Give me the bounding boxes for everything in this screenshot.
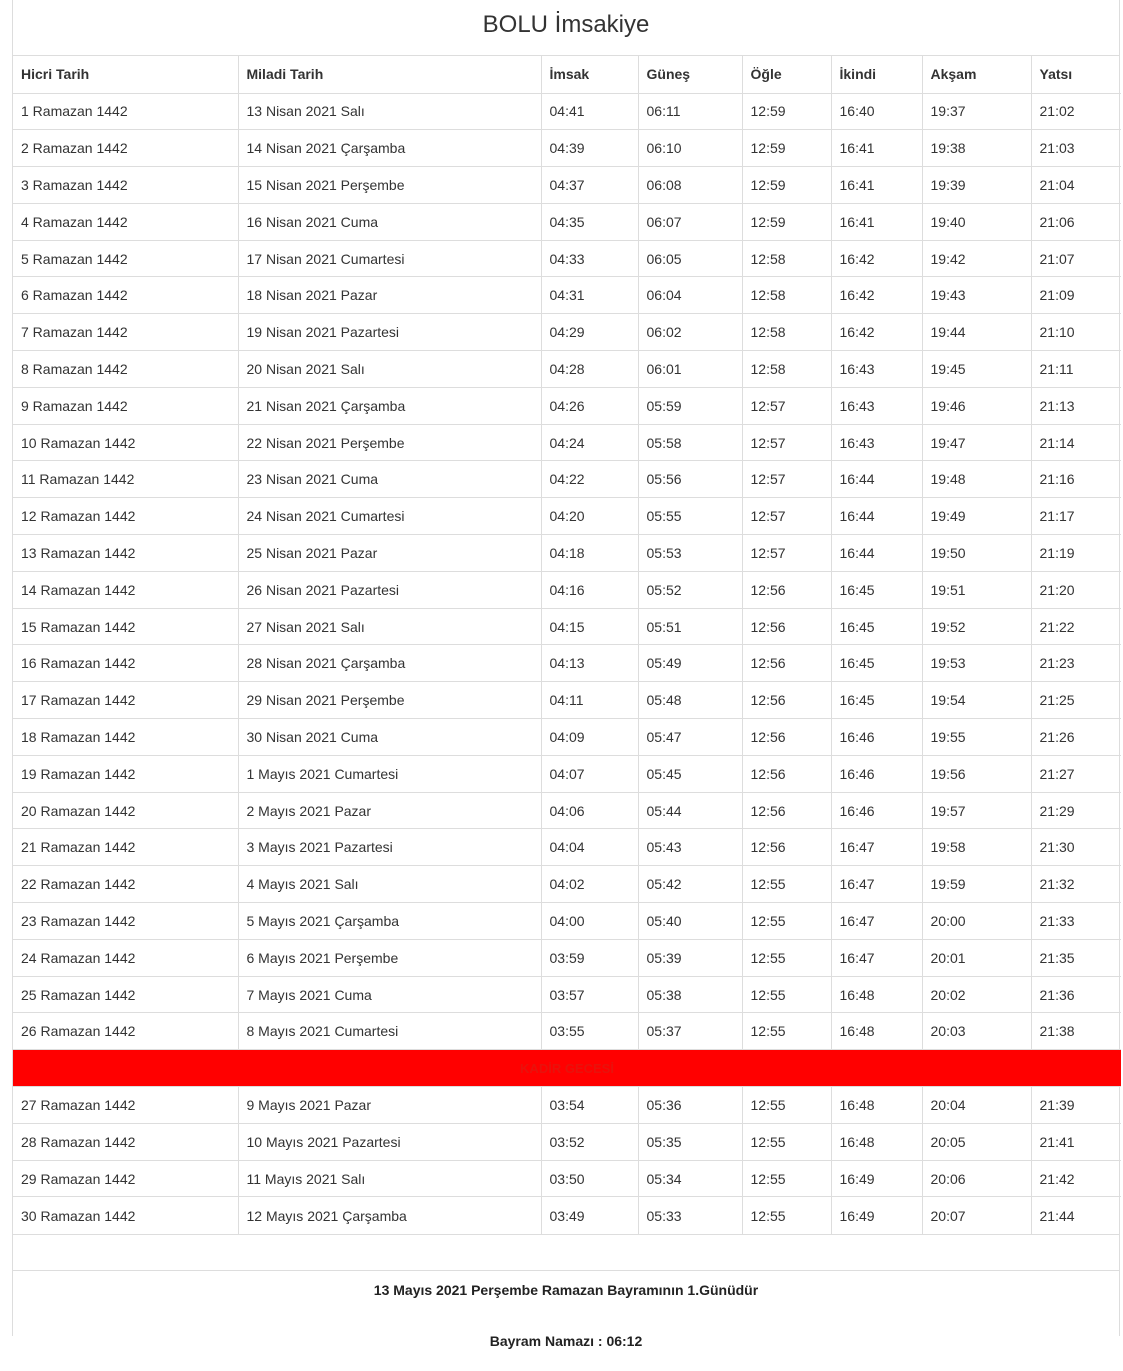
cell-gunes: 05:55 (638, 498, 742, 535)
cell-hicri-tarih: 6 Ramazan 1442 (13, 277, 238, 314)
cell-aksam: 20:00 (922, 903, 1031, 940)
cell-hicri-tarih: 26 Ramazan 1442 (13, 1013, 238, 1050)
cell-ogle: 12:56 (742, 682, 831, 719)
cell-aksam: 19:52 (922, 608, 1031, 645)
cell-hicri-tarih: 16 Ramazan 1442 (13, 645, 238, 682)
table-row (13, 645, 1121, 682)
cell-imsak: 04:35 (541, 203, 638, 240)
cell-ikindi: 16:48 (831, 1123, 922, 1160)
cell-ikindi: 16:46 (831, 792, 922, 829)
cell-aksam: 19:44 (922, 314, 1031, 351)
cell-yatsi: 21:04 (1031, 167, 1121, 204)
cell-miladi-tarih: 8 Mayıs 2021 Cumartesi (238, 1013, 541, 1050)
table-row (13, 1160, 1121, 1197)
cell-imsak: 04:18 (541, 535, 638, 572)
cell-imsak: 04:11 (541, 682, 638, 719)
cell-miladi-tarih: 30 Nisan 2021 Cuma (238, 719, 541, 756)
cell-aksam: 19:59 (922, 866, 1031, 903)
cell-imsak: 03:59 (541, 939, 638, 976)
cell-ikindi: 16:47 (831, 903, 922, 940)
cell-miladi-tarih: 19 Nisan 2021 Pazartesi (238, 314, 541, 351)
cell-miladi-tarih: 25 Nisan 2021 Pazar (238, 535, 541, 572)
table-row (13, 976, 1121, 1013)
table-row (13, 387, 1121, 424)
cell-imsak: 04:22 (541, 461, 638, 498)
table-row (13, 719, 1121, 756)
cell-hicri-tarih: 3 Ramazan 1442 (13, 167, 238, 204)
cell-aksam: 20:07 (922, 1197, 1031, 1234)
cell-ogle: 12:59 (742, 203, 831, 240)
cell-ikindi: 16:47 (831, 866, 922, 903)
cell-ogle: 12:58 (742, 351, 831, 388)
cell-yatsi: 21:16 (1031, 461, 1121, 498)
cell-ogle: 12:56 (742, 829, 831, 866)
cell-miladi-tarih: 26 Nisan 2021 Pazartesi (238, 571, 541, 608)
cell-yatsi: 21:22 (1031, 608, 1121, 645)
cell-yatsi: 21:14 (1031, 424, 1121, 461)
cell-ikindi: 16:45 (831, 571, 922, 608)
cell-hicri-tarih: 30 Ramazan 1442 (13, 1197, 238, 1234)
cell-yatsi: 21:35 (1031, 939, 1121, 976)
cell-miladi-tarih: 5 Mayıs 2021 Çarşamba (238, 903, 541, 940)
cell-hicri-tarih: 5 Ramazan 1442 (13, 240, 238, 277)
cell-gunes: 06:04 (638, 277, 742, 314)
table-row (13, 167, 1121, 204)
cell-miladi-tarih: 22 Nisan 2021 Perşembe (238, 424, 541, 461)
cell-ogle: 12:56 (742, 571, 831, 608)
cell-aksam: 20:04 (922, 1087, 1031, 1124)
table-row (13, 571, 1121, 608)
cell-imsak: 04:26 (541, 387, 638, 424)
cell-imsak: 03:55 (541, 1013, 638, 1050)
cell-hicri-tarih: 29 Ramazan 1442 (13, 1160, 238, 1197)
cell-ogle: 12:58 (742, 277, 831, 314)
kadir-gecesi-row (13, 1050, 1121, 1087)
cell-ikindi: 16:41 (831, 203, 922, 240)
cell-aksam: 20:02 (922, 976, 1031, 1013)
table-row (13, 535, 1121, 572)
cell-yatsi: 21:17 (1031, 498, 1121, 535)
cell-ikindi: 16:41 (831, 167, 922, 204)
cell-gunes: 05:38 (638, 976, 742, 1013)
cell-imsak: 04:15 (541, 608, 638, 645)
header-yatsi: Yatsı (1031, 56, 1121, 93)
cell-ikindi: 16:45 (831, 645, 922, 682)
cell-hicri-tarih: 20 Ramazan 1442 (13, 792, 238, 829)
cell-hicri-tarih: 14 Ramazan 1442 (13, 571, 238, 608)
imsakiye-table (13, 56, 1121, 1234)
cell-imsak: 04:29 (541, 314, 638, 351)
cell-gunes: 05:58 (638, 424, 742, 461)
cell-hicri-tarih: 9 Ramazan 1442 (13, 387, 238, 424)
cell-imsak: 04:13 (541, 645, 638, 682)
cell-yatsi: 21:03 (1031, 130, 1121, 167)
imsakiye-page (12, 0, 1120, 1349)
cell-aksam: 19:47 (922, 424, 1031, 461)
cell-imsak: 03:49 (541, 1197, 638, 1234)
cell-ikindi: 16:48 (831, 976, 922, 1013)
cell-ogle: 12:56 (742, 792, 831, 829)
cell-miladi-tarih: 10 Mayıs 2021 Pazartesi (238, 1123, 541, 1160)
cell-hicri-tarih: 24 Ramazan 1442 (13, 939, 238, 976)
cell-hicri-tarih: 15 Ramazan 1442 (13, 608, 238, 645)
cell-ikindi: 16:43 (831, 424, 922, 461)
cell-ikindi: 16:40 (831, 93, 922, 130)
cell-imsak: 04:09 (541, 719, 638, 756)
cell-hicri-tarih: 27 Ramazan 1442 (13, 1087, 238, 1124)
cell-hicri-tarih: 22 Ramazan 1442 (13, 866, 238, 903)
cell-ogle: 12:55 (742, 1013, 831, 1050)
cell-gunes: 05:40 (638, 903, 742, 940)
cell-gunes: 06:10 (638, 130, 742, 167)
cell-yatsi: 21:36 (1031, 976, 1121, 1013)
table-row (13, 829, 1121, 866)
cell-aksam: 19:53 (922, 645, 1031, 682)
header-miladi-tarih: Miladi Tarih (238, 56, 541, 93)
cell-imsak: 03:52 (541, 1123, 638, 1160)
cell-gunes: 05:34 (638, 1160, 742, 1197)
cell-ikindi: 16:44 (831, 535, 922, 572)
cell-hicri-tarih: 12 Ramazan 1442 (13, 498, 238, 535)
cell-gunes: 05:45 (638, 755, 742, 792)
cell-gunes: 06:11 (638, 93, 742, 130)
cell-ogle: 12:55 (742, 976, 831, 1013)
cell-aksam: 20:03 (922, 1013, 1031, 1050)
cell-ikindi: 16:47 (831, 939, 922, 976)
table-row (13, 240, 1121, 277)
cell-gunes: 06:02 (638, 314, 742, 351)
cell-hicri-tarih: 21 Ramazan 1442 (13, 829, 238, 866)
cell-ikindi: 16:42 (831, 314, 922, 351)
cell-imsak: 04:33 (541, 240, 638, 277)
cell-gunes: 05:52 (638, 571, 742, 608)
cell-ogle: 12:56 (742, 645, 831, 682)
cell-imsak: 04:16 (541, 571, 638, 608)
cell-ikindi: 16:46 (831, 719, 922, 756)
table-row (13, 498, 1121, 535)
cell-aksam: 19:56 (922, 755, 1031, 792)
cell-yatsi: 21:26 (1031, 719, 1121, 756)
cell-yatsi: 21:19 (1031, 535, 1121, 572)
table-row (13, 314, 1121, 351)
cell-ogle: 12:57 (742, 387, 831, 424)
cell-miladi-tarih: 6 Mayıs 2021 Perşembe (238, 939, 541, 976)
cell-ogle: 12:56 (742, 719, 831, 756)
cell-miladi-tarih: 17 Nisan 2021 Cumartesi (238, 240, 541, 277)
cell-yatsi: 21:39 (1031, 1087, 1121, 1124)
table-row (13, 203, 1121, 240)
cell-ikindi: 16:42 (831, 277, 922, 314)
cell-miladi-tarih: 1 Mayıs 2021 Cumartesi (238, 755, 541, 792)
table-row (13, 1197, 1121, 1234)
cell-yatsi: 21:41 (1031, 1123, 1121, 1160)
cell-miladi-tarih: 11 Mayıs 2021 Salı (238, 1160, 541, 1197)
cell-imsak: 04:39 (541, 130, 638, 167)
cell-ogle: 12:55 (742, 1160, 831, 1197)
cell-aksam: 19:55 (922, 719, 1031, 756)
cell-aksam: 19:37 (922, 93, 1031, 130)
cell-ogle: 12:55 (742, 866, 831, 903)
cell-gunes: 06:07 (638, 203, 742, 240)
cell-miladi-tarih: 18 Nisan 2021 Pazar (238, 277, 541, 314)
cell-aksam: 19:48 (922, 461, 1031, 498)
cell-gunes: 05:47 (638, 719, 742, 756)
bayram-text: 13 Mayıs 2021 Perşembe Ramazan Bayramının 1.Günüdür (373, 1281, 759, 1298)
table-row (13, 424, 1121, 461)
cell-gunes: 06:01 (638, 351, 742, 388)
cell-yatsi: 21:33 (1031, 903, 1121, 940)
footer (13, 1270, 1119, 1351)
cell-imsak: 04:20 (541, 498, 638, 535)
cell-aksam: 19:49 (922, 498, 1031, 535)
cell-imsak: 04:28 (541, 351, 638, 388)
cell-aksam: 20:05 (922, 1123, 1031, 1160)
table-row (13, 277, 1121, 314)
cell-hicri-tarih: 10 Ramazan 1442 (13, 424, 238, 461)
cell-hicri-tarih: 23 Ramazan 1442 (13, 903, 238, 940)
cell-yatsi: 21:27 (1031, 755, 1121, 792)
cell-gunes: 05:53 (638, 535, 742, 572)
cell-gunes: 05:44 (638, 792, 742, 829)
cell-miladi-tarih: 24 Nisan 2021 Cumartesi (238, 498, 541, 535)
cell-ikindi: 16:43 (831, 387, 922, 424)
cell-imsak: 04:06 (541, 792, 638, 829)
cell-ikindi: 16:42 (831, 240, 922, 277)
cell-gunes: 05:51 (638, 608, 742, 645)
cell-gunes: 05:35 (638, 1123, 742, 1160)
bayram-namazi-text: Bayram Namazı : 06:12 (489, 1332, 643, 1349)
table-row (13, 866, 1121, 903)
cell-hicri-tarih: 8 Ramazan 1442 (13, 351, 238, 388)
header-imsak: İmsak (541, 56, 638, 93)
cell-miladi-tarih: 20 Nisan 2021 Salı (238, 351, 541, 388)
cell-yatsi: 21:38 (1031, 1013, 1121, 1050)
cell-ogle: 12:55 (742, 903, 831, 940)
header-aksam: Akşam (922, 56, 1031, 93)
cell-ogle: 12:57 (742, 461, 831, 498)
cell-ogle: 12:57 (742, 424, 831, 461)
cell-yatsi: 21:09 (1031, 277, 1121, 314)
cell-miladi-tarih: 3 Mayıs 2021 Pazartesi (238, 829, 541, 866)
cell-imsak: 03:57 (541, 976, 638, 1013)
cell-aksam: 20:01 (922, 939, 1031, 976)
cell-miladi-tarih: 14 Nisan 2021 Çarşamba (238, 130, 541, 167)
table-row (13, 1087, 1121, 1124)
cell-ogle: 12:55 (742, 1123, 831, 1160)
cell-miladi-tarih: 9 Mayıs 2021 Pazar (238, 1087, 541, 1124)
cell-ogle: 12:57 (742, 498, 831, 535)
table-row (13, 755, 1121, 792)
cell-ogle: 12:59 (742, 93, 831, 130)
cell-hicri-tarih: 17 Ramazan 1442 (13, 682, 238, 719)
cell-gunes: 05:42 (638, 866, 742, 903)
table-row (13, 1013, 1121, 1050)
cell-hicri-tarih: 1 Ramazan 1442 (13, 93, 238, 130)
cell-ogle: 12:58 (742, 240, 831, 277)
cell-gunes: 05:59 (638, 387, 742, 424)
table-row (13, 461, 1121, 498)
kadir-gecesi-label: KADİR GECESİ (13, 1050, 1121, 1087)
cell-yatsi: 21:29 (1031, 792, 1121, 829)
cell-ikindi: 16:44 (831, 498, 922, 535)
cell-aksam: 19:38 (922, 130, 1031, 167)
page-title: BOLU İmsakiye (13, 0, 1119, 56)
cell-hicri-tarih: 2 Ramazan 1442 (13, 130, 238, 167)
cell-yatsi: 21:06 (1031, 203, 1121, 240)
cell-gunes: 05:39 (638, 939, 742, 976)
cell-ikindi: 16:45 (831, 608, 922, 645)
cell-ikindi: 16:44 (831, 461, 922, 498)
cell-ogle: 12:58 (742, 314, 831, 351)
table-row (13, 351, 1121, 388)
cell-imsak: 03:54 (541, 1087, 638, 1124)
cell-hicri-tarih: 7 Ramazan 1442 (13, 314, 238, 351)
cell-imsak: 04:00 (541, 903, 638, 940)
table-row (13, 792, 1121, 829)
cell-gunes: 05:36 (638, 1087, 742, 1124)
cell-ikindi: 16:46 (831, 755, 922, 792)
cell-ogle: 12:56 (742, 608, 831, 645)
cell-hicri-tarih: 28 Ramazan 1442 (13, 1123, 238, 1160)
cell-imsak: 03:50 (541, 1160, 638, 1197)
cell-aksam: 19:50 (922, 535, 1031, 572)
cell-yatsi: 21:32 (1031, 866, 1121, 903)
cell-ogle: 12:57 (742, 535, 831, 572)
cell-imsak: 04:02 (541, 866, 638, 903)
cell-hicri-tarih: 18 Ramazan 1442 (13, 719, 238, 756)
cell-yatsi: 21:11 (1031, 351, 1121, 388)
cell-yatsi: 21:13 (1031, 387, 1121, 424)
cell-ogle: 12:56 (742, 755, 831, 792)
cell-yatsi: 21:25 (1031, 682, 1121, 719)
cell-hicri-tarih: 25 Ramazan 1442 (13, 976, 238, 1013)
cell-ikindi: 16:48 (831, 1087, 922, 1124)
cell-hicri-tarih: 13 Ramazan 1442 (13, 535, 238, 572)
cell-ikindi: 16:49 (831, 1197, 922, 1234)
header-gunes: Güneş (638, 56, 742, 93)
cell-ikindi: 16:41 (831, 130, 922, 167)
cell-miladi-tarih: 4 Mayıs 2021 Salı (238, 866, 541, 903)
cell-ogle: 12:59 (742, 167, 831, 204)
cell-yatsi: 21:07 (1031, 240, 1121, 277)
cell-gunes: 06:08 (638, 167, 742, 204)
cell-yatsi: 21:23 (1031, 645, 1121, 682)
cell-miladi-tarih: 12 Mayıs 2021 Çarşamba (238, 1197, 541, 1234)
cell-miladi-tarih: 15 Nisan 2021 Perşembe (238, 167, 541, 204)
cell-miladi-tarih: 28 Nisan 2021 Çarşamba (238, 645, 541, 682)
cell-miladi-tarih: 16 Nisan 2021 Cuma (238, 203, 541, 240)
cell-aksam: 19:45 (922, 351, 1031, 388)
cell-aksam: 19:40 (922, 203, 1031, 240)
cell-gunes: 05:33 (638, 1197, 742, 1234)
cell-ogle: 12:55 (742, 939, 831, 976)
cell-imsak: 04:24 (541, 424, 638, 461)
cell-gunes: 05:43 (638, 829, 742, 866)
cell-aksam: 19:43 (922, 277, 1031, 314)
cell-hicri-tarih: 4 Ramazan 1442 (13, 203, 238, 240)
cell-yatsi: 21:02 (1031, 93, 1121, 130)
cell-ikindi: 16:45 (831, 682, 922, 719)
table-row (13, 130, 1121, 167)
cell-miladi-tarih: 27 Nisan 2021 Salı (238, 608, 541, 645)
cell-gunes: 06:05 (638, 240, 742, 277)
cell-miladi-tarih: 21 Nisan 2021 Çarşamba (238, 387, 541, 424)
cell-gunes: 05:37 (638, 1013, 742, 1050)
cell-ogle: 12:59 (742, 130, 831, 167)
cell-aksam: 20:06 (922, 1160, 1031, 1197)
header-ikindi: İkindi (831, 56, 922, 93)
table-row (13, 939, 1121, 976)
header-hicri-tarih: Hicri Tarih (21, 66, 90, 83)
cell-ogle: 12:55 (742, 1087, 831, 1124)
cell-miladi-tarih: 2 Mayıs 2021 Pazar (238, 792, 541, 829)
cell-ogle: 12:55 (742, 1197, 831, 1234)
table-row (13, 903, 1121, 940)
table-body (13, 93, 1121, 1234)
cell-miladi-tarih: 23 Nisan 2021 Cuma (238, 461, 541, 498)
cell-gunes: 05:48 (638, 682, 742, 719)
cell-aksam: 19:58 (922, 829, 1031, 866)
table-row (13, 1123, 1121, 1160)
table-header-row (13, 56, 1121, 93)
cell-ikindi: 16:48 (831, 1013, 922, 1050)
cell-aksam: 19:46 (922, 387, 1031, 424)
cell-aksam: 19:51 (922, 571, 1031, 608)
cell-yatsi: 21:10 (1031, 314, 1121, 351)
table-row (13, 608, 1121, 645)
cell-hicri-tarih: 19 Ramazan 1442 (13, 755, 238, 792)
spacer-row (13, 1234, 1119, 1270)
cell-yatsi: 21:44 (1031, 1197, 1121, 1234)
cell-aksam: 19:57 (922, 792, 1031, 829)
header-ogle: Öğle (742, 56, 831, 93)
cell-aksam: 19:54 (922, 682, 1031, 719)
cell-imsak: 04:31 (541, 277, 638, 314)
cell-aksam: 19:39 (922, 167, 1031, 204)
cell-hicri-tarih: 11 Ramazan 1442 (13, 461, 238, 498)
cell-yatsi: 21:42 (1031, 1160, 1121, 1197)
cell-imsak: 04:37 (541, 167, 638, 204)
cell-gunes: 05:49 (638, 645, 742, 682)
table-row (13, 93, 1121, 130)
cell-ikindi: 16:49 (831, 1160, 922, 1197)
cell-ikindi: 16:47 (831, 829, 922, 866)
cell-gunes: 05:56 (638, 461, 742, 498)
cell-miladi-tarih: 29 Nisan 2021 Perşembe (238, 682, 541, 719)
cell-aksam: 19:42 (922, 240, 1031, 277)
cell-miladi-tarih: 13 Nisan 2021 Salı (238, 93, 541, 130)
cell-yatsi: 21:20 (1031, 571, 1121, 608)
cell-yatsi: 21:30 (1031, 829, 1121, 866)
cell-imsak: 04:04 (541, 829, 638, 866)
cell-imsak: 04:07 (541, 755, 638, 792)
cell-miladi-tarih: 7 Mayıs 2021 Cuma (238, 976, 541, 1013)
cell-imsak: 04:41 (541, 93, 638, 130)
table-row (13, 682, 1121, 719)
cell-ikindi: 16:43 (831, 351, 922, 388)
